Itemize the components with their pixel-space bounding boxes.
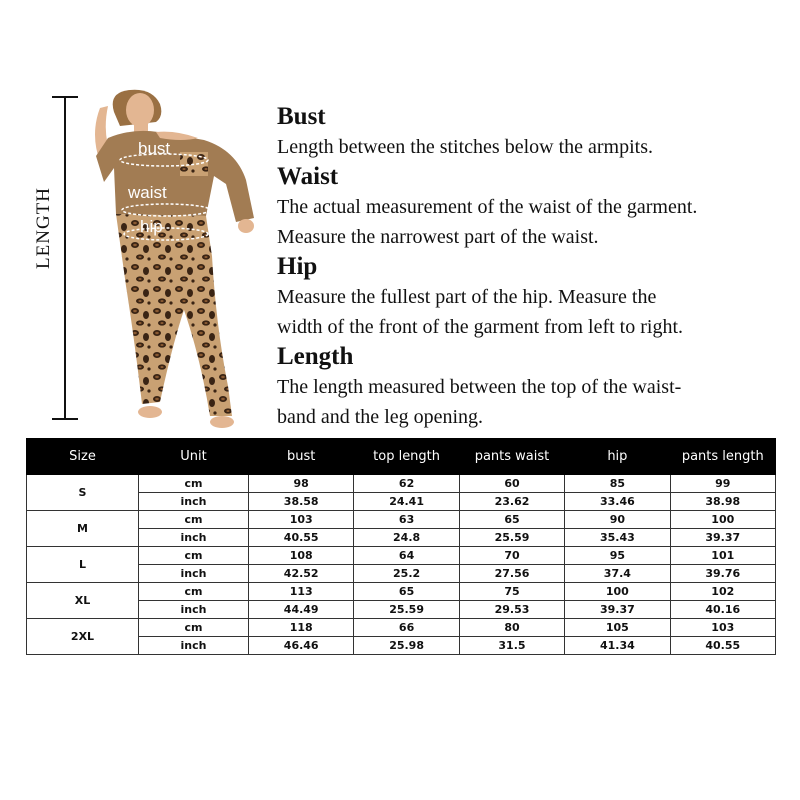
unit-cell: cm [139, 475, 249, 493]
header-pants-waist: pants waist [459, 439, 564, 475]
table-row [27, 565, 776, 583]
size-cell: 2XL [27, 619, 139, 655]
pants-length-cell: 40.55 [670, 637, 775, 655]
length-text-line: band and the leg opening. [277, 406, 484, 428]
top-length-cell: 25.59 [354, 601, 459, 619]
length-ruler-line [64, 97, 66, 419]
table-row [27, 493, 776, 511]
top-length-cell: 64 [354, 547, 459, 565]
table-row [27, 583, 776, 601]
top-length-cell: 66 [354, 619, 459, 637]
length-ruler-bottom-cap [52, 418, 78, 420]
table-row [27, 601, 776, 619]
header-hip: hip [565, 439, 670, 475]
bust-cell: 42.52 [249, 565, 354, 583]
unit-cell: cm [139, 619, 249, 637]
model-illustration [86, 86, 264, 432]
hip-cell: 39.37 [565, 601, 670, 619]
length-heading: Length [277, 343, 354, 370]
unit-cell: inch [139, 565, 249, 583]
header-size: Size [27, 439, 139, 475]
table-row [27, 619, 776, 637]
hip-cell: 41.34 [565, 637, 670, 655]
waist-text-line: Measure the narrowest part of the waist. [277, 226, 599, 248]
bust-cell: 98 [249, 475, 354, 493]
top-length-cell: 65 [354, 583, 459, 601]
pants-waist-cell: 75 [459, 583, 564, 601]
unit-cell: cm [139, 547, 249, 565]
top-length-cell: 63 [354, 511, 459, 529]
size-cell: S [27, 475, 139, 511]
hip-text-line: width of the front of the garment from left to right. [277, 316, 684, 338]
bust-cell: 108 [249, 547, 354, 565]
unit-cell: inch [139, 529, 249, 547]
hip-text-line: Measure the fullest part of the hip. Measure the [277, 286, 657, 308]
bust-cell: 103 [249, 511, 354, 529]
pants-length-cell: 101 [670, 547, 775, 565]
top-length-cell: 24.41 [354, 493, 459, 511]
unit-cell: cm [139, 511, 249, 529]
hip-cell: 105 [565, 619, 670, 637]
pants-length-cell: 39.76 [670, 565, 775, 583]
header-top-length: top length [354, 439, 459, 475]
sweater-shape [96, 131, 254, 222]
waist-heading: Waist [277, 163, 339, 190]
bust-cell: 40.55 [249, 529, 354, 547]
measurement-guide [277, 102, 792, 432]
bust-cell: 38.58 [249, 493, 354, 511]
table-header-row [27, 439, 776, 475]
hip-cell: 33.46 [565, 493, 670, 511]
table-row [27, 547, 776, 565]
bust-cell: 118 [249, 619, 354, 637]
table-row [27, 511, 776, 529]
table-row [27, 637, 776, 655]
size-cell: M [27, 511, 139, 547]
size-chart-table [26, 438, 776, 655]
hip-cell: 37.4 [565, 565, 670, 583]
hip-heading: Hip [277, 253, 318, 280]
size-cell: XL [27, 583, 139, 619]
unit-cell: inch [139, 637, 249, 655]
hip-cell: 95 [565, 547, 670, 565]
bust-cell: 113 [249, 583, 354, 601]
unit-cell: inch [139, 493, 249, 511]
unit-cell: inch [139, 601, 249, 619]
hip-cell: 35.43 [565, 529, 670, 547]
table-body [27, 475, 776, 655]
hip-cell: 100 [565, 583, 670, 601]
header-bust: bust [249, 439, 354, 475]
table-row [27, 475, 776, 493]
bust-cell: 46.46 [249, 637, 354, 655]
hip-cell: 85 [565, 475, 670, 493]
bust-heading: Bust [277, 103, 326, 130]
header-unit: Unit [139, 439, 249, 475]
pants-waist-cell: 65 [459, 511, 564, 529]
top-length-cell: 24.8 [354, 529, 459, 547]
bust-cell: 44.49 [249, 601, 354, 619]
pants-waist-cell: 27.56 [459, 565, 564, 583]
length-ruler-text: LENGTH [33, 187, 54, 269]
length-ruler-top-cap [52, 96, 78, 98]
hip-label: hip [140, 217, 163, 236]
pants-waist-cell: 23.62 [459, 493, 564, 511]
length-text-line: The length measured between the top of the waist- [277, 376, 682, 398]
pants-length-cell: 40.16 [670, 601, 775, 619]
pants-length-cell: 38.98 [670, 493, 775, 511]
pants-waist-cell: 25.59 [459, 529, 564, 547]
pants-waist-cell: 31.5 [459, 637, 564, 655]
face-shape [126, 93, 154, 127]
pants-waist-cell: 70 [459, 547, 564, 565]
top-length-cell: 25.2 [354, 565, 459, 583]
unit-cell: cm [139, 583, 249, 601]
hip-cell: 90 [565, 511, 670, 529]
pants-shape [116, 214, 232, 416]
pants-length-cell: 39.37 [670, 529, 775, 547]
pants-waist-cell: 60 [459, 475, 564, 493]
pants-length-cell: 99 [670, 475, 775, 493]
pants-waist-cell: 29.53 [459, 601, 564, 619]
table-row [27, 529, 776, 547]
bust-label: bust [138, 139, 171, 158]
header-pants-length: pants length [670, 439, 775, 475]
pants-length-cell: 103 [670, 619, 775, 637]
size-cell: L [27, 547, 139, 583]
pants-length-cell: 100 [670, 511, 775, 529]
pants-length-cell: 102 [670, 583, 775, 601]
waist-label: waist [128, 183, 167, 202]
bust-text-line: Length between the stitches below the armpits. [277, 136, 654, 158]
pants-waist-cell: 80 [459, 619, 564, 637]
top-length-cell: 62 [354, 475, 459, 493]
top-length-cell: 25.98 [354, 637, 459, 655]
waist-text-line: The actual measurement of the waist of the garment. [277, 196, 698, 218]
